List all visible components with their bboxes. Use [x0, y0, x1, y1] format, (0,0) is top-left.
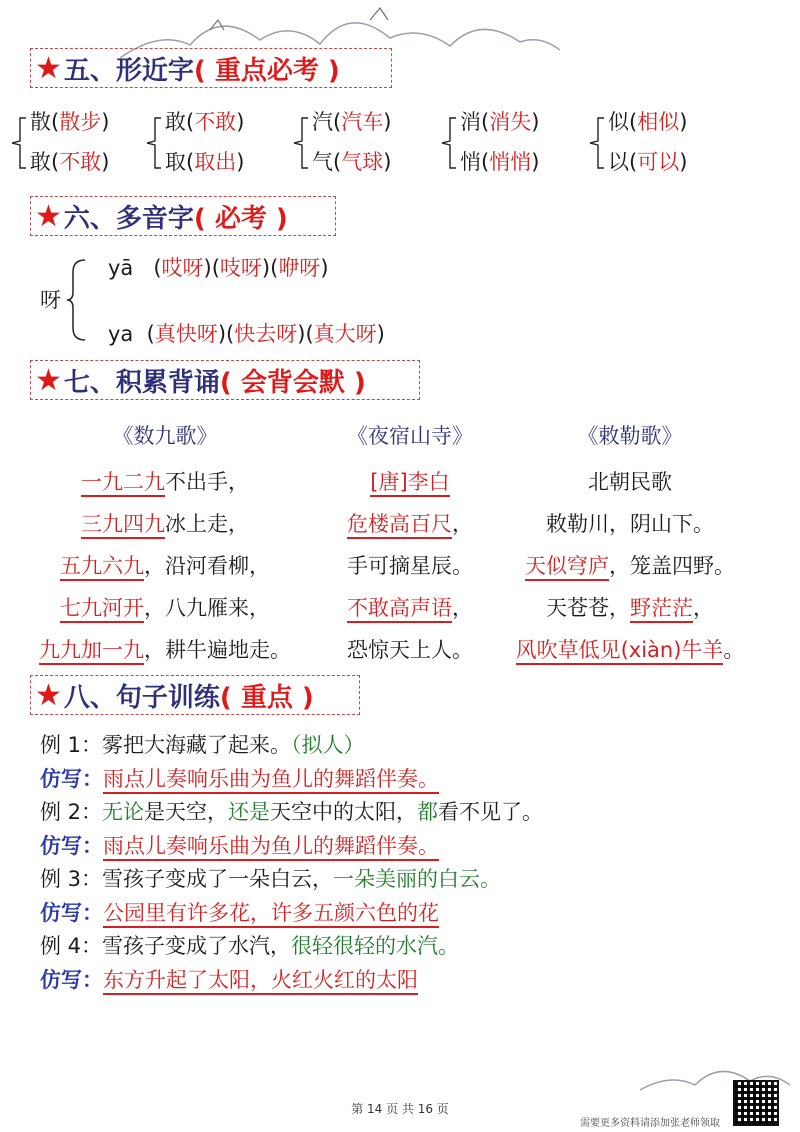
- poem-title: 《夜宿山寺》: [347, 424, 473, 448]
- paren-open: (: [186, 110, 195, 134]
- similar-char-item: [608, 110, 687, 135]
- example-part: 雾把大海藏了起来。: [102, 733, 292, 757]
- word: 真快呀: [154, 322, 218, 346]
- char: 敢: [165, 110, 186, 134]
- key-phrase: 一九二九: [81, 470, 165, 497]
- word: 悄悄: [489, 150, 532, 174]
- bracket-icon: [294, 116, 310, 170]
- example-part: 无论: [102, 800, 145, 824]
- imitate-label: 仿写：: [40, 833, 103, 858]
- key-phrase: 危楼高百尺: [347, 512, 452, 539]
- word: 可以: [637, 150, 680, 174]
- similar-char-item: [165, 150, 244, 175]
- char: 散: [30, 110, 51, 134]
- sentence-row: [40, 934, 459, 959]
- polyphone-reading-2: ya (真快呀)(快去呀)(真大呀): [108, 322, 385, 346]
- section-5-header: [30, 48, 392, 88]
- imitate-label: 仿写：: [40, 766, 103, 791]
- example-part: 雪孩子变成了水汽，: [102, 934, 292, 958]
- example-label: 例 3：: [40, 867, 103, 891]
- sentence-row: [40, 800, 543, 825]
- pinyin: ya: [108, 322, 134, 346]
- paren-close: ): [236, 110, 245, 134]
- char: 消: [460, 110, 481, 134]
- line-text: 不出手，: [165, 470, 249, 494]
- example-label: 例 4：: [40, 934, 103, 958]
- char: 气: [312, 150, 333, 174]
- sentence-row: [40, 767, 439, 792]
- paren-close: ): [383, 110, 392, 134]
- example-part: 一朵美丽的白云。: [333, 867, 502, 891]
- section-note: ( 重点必考 ): [193, 55, 340, 86]
- line-text: ，: [693, 596, 714, 620]
- imitate-text: 雨点儿奏响乐曲为鱼儿的舞蹈伴奏。: [103, 767, 439, 794]
- section-6-header: [30, 196, 336, 236]
- sentence-row: [40, 867, 501, 892]
- section-title: 六、多音字: [63, 203, 194, 234]
- key-phrase: [唐]李白: [370, 470, 449, 497]
- line-text: 北朝民歌: [588, 470, 672, 494]
- qr-note: 需要更多资料请添加张老师领取: [580, 1118, 720, 1129]
- example-label: 例 2：: [40, 800, 103, 824]
- section-title: 八、句子训练: [63, 682, 220, 713]
- line-text: ，耕牛遍地走。: [144, 638, 291, 662]
- star-icon: ★: [35, 198, 62, 234]
- section-note: ( 会背会默 ): [219, 367, 366, 398]
- pinyin: yā: [108, 256, 134, 280]
- line-text: ，: [452, 512, 473, 536]
- paren-open: (: [481, 110, 490, 134]
- bracket-icon: [12, 116, 28, 170]
- poem-line: [480, 466, 780, 496]
- char: 以: [608, 150, 629, 174]
- paren-open: (: [333, 110, 342, 134]
- line-text: ，笼盖四野。: [609, 554, 735, 578]
- polyphone-char: 呀: [40, 288, 61, 312]
- example-part: （拟人）: [291, 733, 365, 757]
- key-phrase: 风吹草低见(xiàn)牛羊: [516, 638, 724, 665]
- bracket-icon: [442, 116, 458, 170]
- similar-char-item: [312, 150, 391, 175]
- key-phrase: 七九河开: [60, 596, 144, 623]
- paren-open: (: [333, 150, 342, 174]
- sentence-row: [40, 834, 439, 859]
- poem-title: 《数九歌》: [112, 424, 218, 448]
- paren-open: (: [629, 150, 638, 174]
- key-phrase: 不敢高声语: [347, 596, 452, 623]
- paren-open: (: [51, 110, 60, 134]
- similar-char-item: [165, 110, 244, 135]
- poem-line: [480, 634, 780, 664]
- word: 汽车: [341, 110, 384, 134]
- section-title: 七、积累背诵: [63, 367, 220, 398]
- word: 不敢: [59, 150, 102, 174]
- line-text: 天苍苍，: [546, 596, 630, 620]
- imitate-label: 仿写：: [40, 900, 103, 925]
- section-8-header: [30, 675, 360, 715]
- imitate-text: 雨点儿奏响乐曲为鱼儿的舞蹈伴奏。: [103, 834, 439, 861]
- word: 消失: [489, 110, 532, 134]
- paren-close: ): [101, 110, 110, 134]
- word: 取出: [194, 150, 237, 174]
- star-icon: ★: [35, 677, 62, 713]
- imitate-label: 仿写：: [40, 967, 103, 992]
- line-text: 手可摘星辰。: [347, 554, 473, 578]
- example-part: 都: [417, 800, 439, 824]
- sentence-row: [40, 733, 365, 758]
- char: 敢: [30, 150, 51, 174]
- star-icon: ★: [35, 362, 62, 398]
- example-part: 雪孩子变成了一朵白云，: [102, 867, 334, 891]
- paren-open: (: [629, 110, 638, 134]
- word: 相似: [637, 110, 680, 134]
- poem-line: [480, 592, 780, 622]
- paren-close: ): [679, 150, 688, 174]
- section-title: 五、形近字: [63, 55, 194, 86]
- similar-char-item: [312, 110, 391, 135]
- paren-close: ): [101, 150, 110, 174]
- star-icon: ★: [35, 50, 62, 86]
- key-phrase: 三九四九: [81, 512, 165, 539]
- similar-char-item: [460, 110, 539, 135]
- key-phrase: 天似穹庐: [525, 554, 609, 581]
- page-footer: 第 14 页 共 16 页: [351, 1102, 449, 1116]
- poem-line: [480, 550, 780, 580]
- paren-close: ): [531, 150, 540, 174]
- example-part: 很轻很轻的水汽。: [291, 934, 460, 958]
- bracket-icon: [147, 116, 163, 170]
- bracket-icon: [590, 116, 606, 170]
- sentence-row: [40, 901, 439, 926]
- word: 真大呀: [313, 322, 377, 346]
- example-part: 还是: [228, 800, 271, 824]
- word: 咿呀: [278, 256, 321, 280]
- word: 快去呀: [234, 322, 298, 346]
- imitate-text: 公园里有许多花，许多五颜六色的花: [103, 901, 439, 928]
- line-text: ，沿河看柳，: [144, 554, 270, 578]
- poem-line: [480, 508, 780, 538]
- char: 汽: [312, 110, 333, 134]
- key-phrase: 五九六九: [60, 554, 144, 581]
- char: 似: [608, 110, 629, 134]
- paren-open: (: [51, 150, 60, 174]
- section-note: ( 重点 ): [219, 682, 314, 713]
- paren-close: ): [531, 110, 540, 134]
- brace-icon: [65, 258, 87, 342]
- similar-char-item: [30, 150, 109, 175]
- example-label: 例 1：: [40, 733, 103, 757]
- paren-open: (: [481, 150, 490, 174]
- line-text: 敕勒川，阴山下。: [546, 512, 714, 536]
- sentence-row: [40, 968, 418, 993]
- paren-open: (: [186, 150, 195, 174]
- line-text: 冰上走，: [165, 512, 249, 536]
- word: 气球: [341, 150, 384, 174]
- word: 哎呀: [161, 256, 204, 280]
- char: 取: [165, 150, 186, 174]
- similar-char-item: [460, 150, 539, 175]
- similar-char-item: [608, 150, 687, 175]
- paren-close: ): [236, 150, 245, 174]
- line-text: 恐惊天上人。: [347, 638, 473, 662]
- imitate-text: 东方升起了太阳，火红火红的太阳: [103, 968, 418, 995]
- example-part: 是天空，: [144, 800, 229, 824]
- word: 散步: [59, 110, 102, 134]
- example-part: 天空中的太阳，: [270, 800, 418, 824]
- line-text: 。: [723, 638, 745, 662]
- qr-code-icon: [733, 1080, 779, 1126]
- word: 不敢: [194, 110, 237, 134]
- example-part: 看不见了。: [438, 800, 544, 824]
- polyphone-reading-1: yā (哎呀)(吱呀)(咿呀): [108, 256, 329, 280]
- paren-close: ): [383, 150, 392, 174]
- word: 吱呀: [219, 256, 262, 280]
- char: 悄: [460, 150, 481, 174]
- key-phrase: 九九加一九: [39, 638, 144, 665]
- line-text: ，八九雁来，: [144, 596, 270, 620]
- poem-title: 《敕勒歌》: [577, 424, 683, 448]
- line-text: ，: [452, 596, 473, 620]
- section-note: ( 必考 ): [193, 203, 288, 234]
- key-phrase: 野茫茫: [630, 596, 693, 623]
- paren-close: ): [679, 110, 688, 134]
- similar-char-item: [30, 110, 109, 135]
- section-7-header: [30, 360, 420, 400]
